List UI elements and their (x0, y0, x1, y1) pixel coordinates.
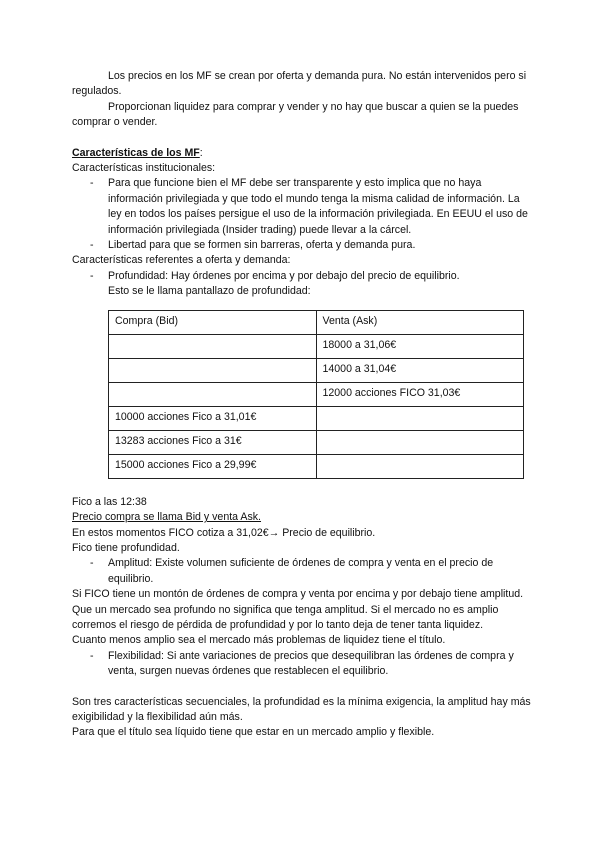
ask-cell: 18000 a 31,06€ (316, 334, 524, 358)
time-line: Fico a las 12:38 (72, 495, 147, 508)
supply-demand-list (72, 269, 532, 284)
flexibility-list (72, 649, 532, 680)
intro-paragraph-2: Proporcionan liquidez para comprar y vender y no hay que buscar a quien se la puedes comprar o vender. (72, 100, 519, 129)
amplitude-list (72, 556, 532, 587)
table-header-row (109, 310, 524, 334)
liquidity-paragraph: Cuanto menos amplio sea el mercado más problemas de liquidez tiene el título. (72, 634, 446, 647)
depth-line: Fico tiene profundidad. (72, 541, 180, 554)
list-item (72, 238, 532, 253)
ask-cell: 14000 a 31,04€ (316, 358, 524, 382)
section-title (72, 146, 532, 161)
bullet-dash: - (90, 269, 94, 282)
list-item-text: Para que funcione bien el MF debe ser transparente y esto implica que no haya información privilegiada y que todo el mundo tenga la misma calidad de información. La ley en todos los países persigue el uso de la información privilegiada. En EEUU el uso de información privilegiada (Insider trading) puede llevar a la cárcel. (108, 177, 528, 236)
bid-cell: 15000 acciones Fico a 29,99€ (109, 454, 317, 478)
bid-cell (109, 382, 317, 406)
institutional-list (72, 176, 532, 253)
table-row (109, 430, 524, 454)
list-item (72, 176, 532, 238)
list-item-text: Profundidad: Hay órdenes por encima y por debajo del precio de equilibrio. (108, 269, 460, 282)
list-item-text: Libertad para que se formen sin barreras, oferta y demanda pura. (108, 239, 416, 252)
depth-screen-line: Esto se le llama pantallazo de profundidad: (108, 285, 311, 298)
bullet-dash: - (90, 177, 94, 190)
bid-ask-line: Precio compra se llama Bid y venta Ask. (72, 511, 262, 524)
liquid-title-paragraph: Para que el título sea líquido tiene que estar en un mercado amplio y flexible. (72, 726, 435, 739)
table-row (109, 358, 524, 382)
list-item (72, 269, 532, 284)
equilibrium-line: En estos momentos FICO cotiza a 31,02€→ Precio de equilibrio. (72, 526, 376, 539)
ask-cell (316, 406, 524, 430)
bullet-dash: - (90, 239, 94, 252)
bullet-dash: - (90, 557, 94, 570)
list-item (72, 649, 532, 680)
institutional-heading: Características institucionales: (72, 162, 216, 175)
bid-cell (109, 334, 317, 358)
table-row (109, 454, 524, 478)
bid-cell: 10000 acciones Fico a 31,01€ (109, 406, 317, 430)
market-paragraph: Que un mercado sea profundo no significa que tenga amplitud. Si el mercado no es amplio corremos el riesgo de pérdida de profundidad y por lo tanto deja de tener tanta liquidez. (72, 603, 499, 631)
section-title-text: Características de los MF (72, 146, 200, 159)
ask-cell (316, 430, 524, 454)
list-item (72, 556, 532, 587)
bullet-dash: - (90, 649, 94, 662)
table-row (109, 406, 524, 430)
ask-cell (316, 454, 524, 478)
bid-cell: 13283 acciones Fico a 31€ (109, 430, 317, 454)
intro-paragraph-1: Los precios en los MF se crean por oferta y demanda pura. No están intervenidos pero si regulados. (72, 70, 527, 98)
table-row (109, 334, 524, 358)
ask-header: Venta (Ask) (316, 310, 524, 334)
list-item-text: Flexibilidad: Si ante variaciones de precios que desequilibran las órdenes de compra y venta, surgen nuevas órdenes que restablecen el equilibrio. (108, 649, 514, 678)
document-body (72, 69, 532, 741)
supply-demand-heading: Características referentes a oferta y demanda: (72, 254, 291, 267)
bid-header: Compra (Bid) (109, 310, 317, 334)
amplitude-paragraph: Si FICO tiene un montón de órdenes de compra y venta por encima y por debajo tiene amplitud. (72, 588, 524, 601)
section-title-colon: : (199, 146, 203, 159)
ask-cell: 12000 acciones FICO 31,03€ (316, 382, 524, 406)
order-book-table (108, 310, 524, 479)
sequence-paragraph: Son tres características secuenciales, la profundidad es la mínima exigencia, la amplitud hay más exigibilidad y la flexibilidad aún más. (72, 695, 531, 723)
table-row (109, 382, 524, 406)
bid-cell (109, 358, 317, 382)
list-item-text: Amplitud: Existe volumen suficiente de órdenes de compra y venta en el precio de equilibrio. (108, 557, 494, 585)
